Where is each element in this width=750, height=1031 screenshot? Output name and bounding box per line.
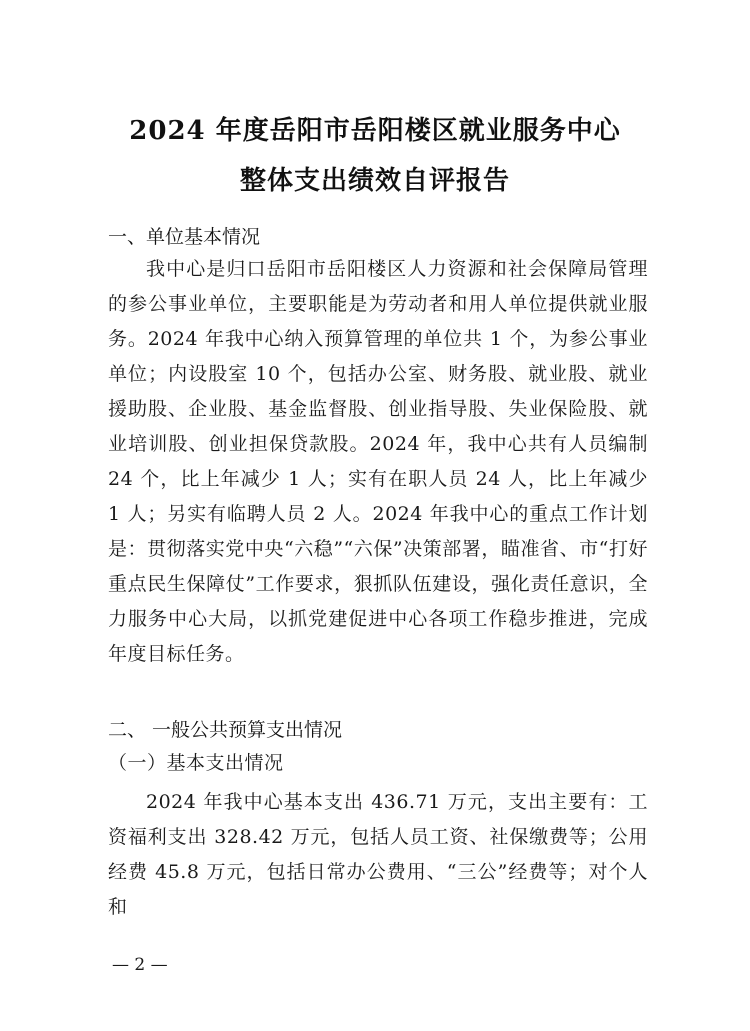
section2-heading: 二、 一般公共预算支出情况 <box>108 719 343 741</box>
page-number: — 2 — <box>112 955 168 975</box>
section1-heading: 一、单位基本情况 <box>108 226 261 248</box>
report-title-line1: 2024 年度岳阳市岳阳楼区就业服务中心 <box>129 116 621 146</box>
section2-paragraph: 2024 年我中心基本支出 436.71 万元，支出主要有：工资福利支出 328.42 万元，包括人员工资、社保缴费等；公用经费 45.8 万元，包括日常办公费用、“三公”经费等；对个人和 <box>108 791 648 918</box>
report-title-line2: 整体支出绩效自评报告 <box>239 166 510 196</box>
section1-paragraph: 我中心是归口岳阳市岳阳楼区人力资源和社会保障局管理的参公事业单位，主要职能是为劳动者和用人单位提供就业服务。2024 年我中心纳入预算管理的单位共 1 个，为参公事业单位；内设股室 10 个，包括办公室、财务股、就业股、就业援助股、企业股、基金监督股、创业指导股、失业保险股、就业培训股、创业担保贷款股。2024 年，我中心共有人员编制 24 个，比上年减少 1 人；实有在职人员 24 人，比上年减少 1 人；另实有临聘人员 2 人。2024 年我中心的重点工作计划是：贯彻落实党中央“六稳”“六保”决策部署，瞄准省、市“打好重点民生保障仗”工作要求，狠抓队伍建设，强化责任意识，全力服务中心大局，以抓党建促进中心各项工作稳步推进，完成年度目标任务。 <box>108 258 648 665</box>
section2-subheading: （一）基本支出情况 <box>108 752 284 774</box>
